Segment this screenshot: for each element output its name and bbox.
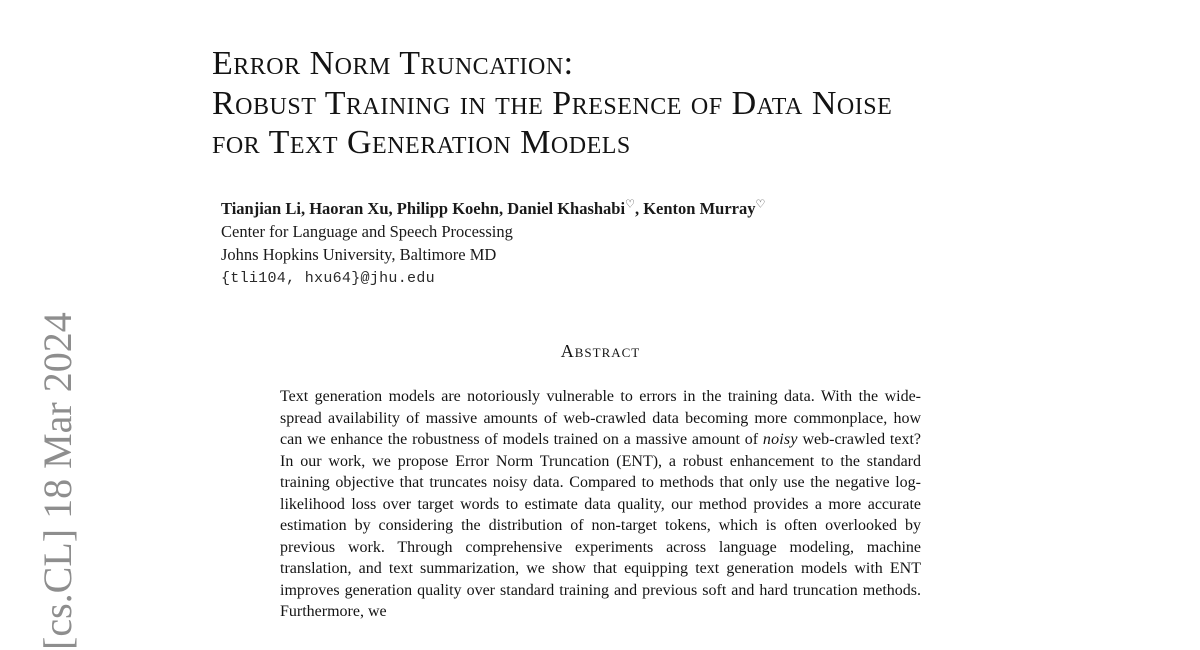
- author-email: {tli104, hxu64}@jhu.edu: [221, 269, 435, 287]
- abstract-italic-word: noisy: [762, 431, 798, 448]
- affiliation-line-1: Center for Language and Speech Processing: [221, 222, 513, 242]
- abstract-text-segment: web-crawled text? In our work, we propose Error Norm Truncation (ENT), a robust enhancement to the standard training objective that truncates noisy data. Compared to methods that only use the negative log-likelihood loss over target words to estimate data quality, our method provides a more accurate estimation by considering the distribution of non-target tokens, which is often overlooked by previous work. Through comprehensive experiments across language modeling, machine translation, and text summarization, we show that equipping text generation models with ENT improves generation quality over standard training and previous soft and hard truncation methods. Furthermore, we: [280, 431, 921, 620]
- paper-title-line-1: Error Norm Truncation:: [212, 45, 574, 82]
- abstract-text: [280, 386, 921, 623]
- paper-title-line-2: Robust Training in the Presence of Data Noise: [212, 84, 893, 122]
- heart-symbol: ♡: [755, 197, 766, 211]
- arxiv-banner: [cs.CL] 18 Mar 2024: [35, 312, 80, 650]
- abstract-text-segment: Text generation models are notoriously vulnerable to errors in the training data. With the wide-spread availability of massive amounts of web-crawled data becoming more commonplace, how can we enhance the robustness of models trained on a massive amount of: [280, 388, 921, 448]
- author-names-text: Tianjian Li, Haoran Xu, Philipp Koehn, Daniel Khashabi: [221, 199, 626, 218]
- paper-title-line-3: for Text Generation Models: [212, 124, 631, 161]
- paper-title: [212, 44, 892, 163]
- abstract-heading: Abstract: [560, 341, 641, 361]
- author-names: [221, 197, 765, 220]
- author-block: [221, 197, 765, 290]
- author-names-text-2: , Kenton Murray: [634, 199, 756, 218]
- heart-symbol: ♡: [625, 197, 635, 211]
- affiliation-line-2: Johns Hopkins University, Baltimore MD: [221, 245, 497, 265]
